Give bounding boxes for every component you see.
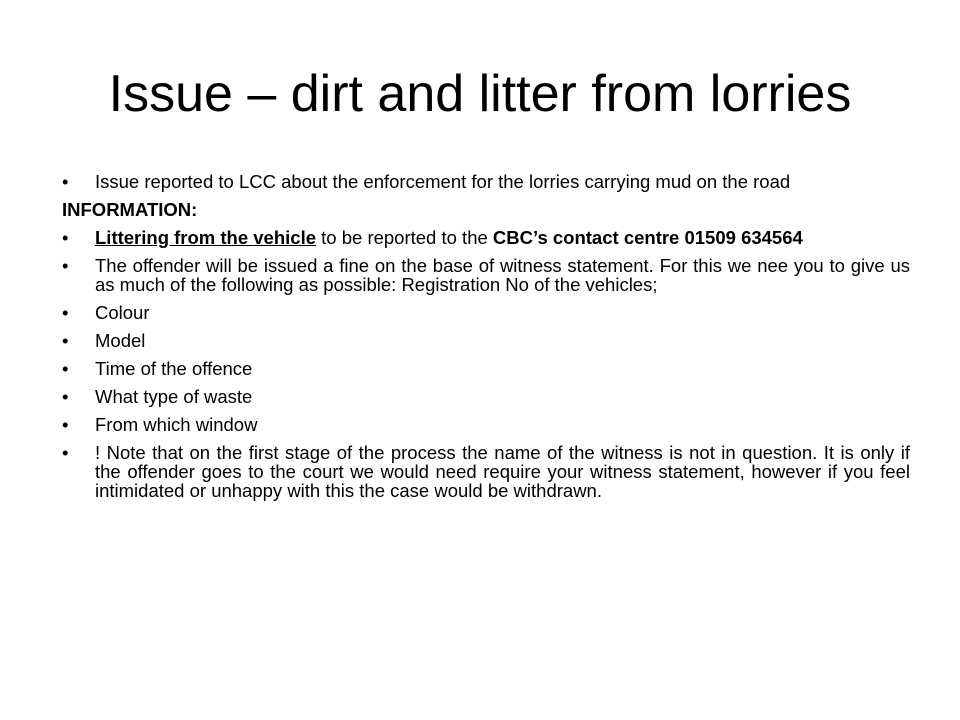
list-item — [62, 303, 910, 322]
list-item — [62, 359, 910, 378]
bullet-icon: • — [62, 442, 69, 463]
bullet-icon: • — [62, 414, 69, 435]
bullet-icon: • — [62, 330, 69, 351]
intro-text: Issue reported to LCC about the enforcement for the lorries carrying mud on the road — [95, 171, 791, 192]
list-item — [62, 415, 910, 434]
list-item-text: Colour — [95, 302, 150, 323]
slide-title: Issue – dirt and litter from lorries — [108, 65, 852, 123]
section-heading: INFORMATION: — [62, 199, 198, 220]
bullet-fine — [62, 256, 910, 294]
fine-text: The offender will be issued a fine on the base of witness statement. For this we nee you to give us as much of the following as possible: Registration No of the vehicles; — [95, 255, 910, 295]
bullet-icon: • — [62, 171, 69, 192]
contact-centre-text: CBC’s contact centre 01509 634564 — [492, 227, 803, 248]
bullet-reporting — [62, 228, 910, 247]
list-item-text: From which window — [95, 414, 258, 435]
reporting-middle-text: to be reported to the — [316, 227, 493, 248]
littering-link-text: Littering from the vehicle — [95, 227, 317, 248]
list-item-text: Model — [95, 330, 146, 351]
list-item-text: What type of waste — [95, 386, 253, 407]
bullet-icon: • — [62, 386, 69, 407]
bullet-icon: • — [62, 227, 69, 248]
bullet-intro — [62, 172, 910, 191]
bullet-note — [62, 443, 910, 500]
bullet-icon: • — [62, 255, 69, 276]
note-text: ! Note that on the first stage of the process the name of the witness is not in question. It is only if the offender goes to the court we would need require your witness statement, however if you feel intimidated or unhappy with this the case would be withdrawn. — [95, 442, 910, 501]
reporting-text — [95, 227, 803, 248]
list-item — [62, 387, 910, 406]
bullet-icon: • — [62, 302, 69, 323]
list-item-text: Time of the offence — [95, 358, 253, 379]
list-item — [62, 331, 910, 350]
bullet-icon: • — [62, 358, 69, 379]
slide-body — [62, 172, 910, 509]
